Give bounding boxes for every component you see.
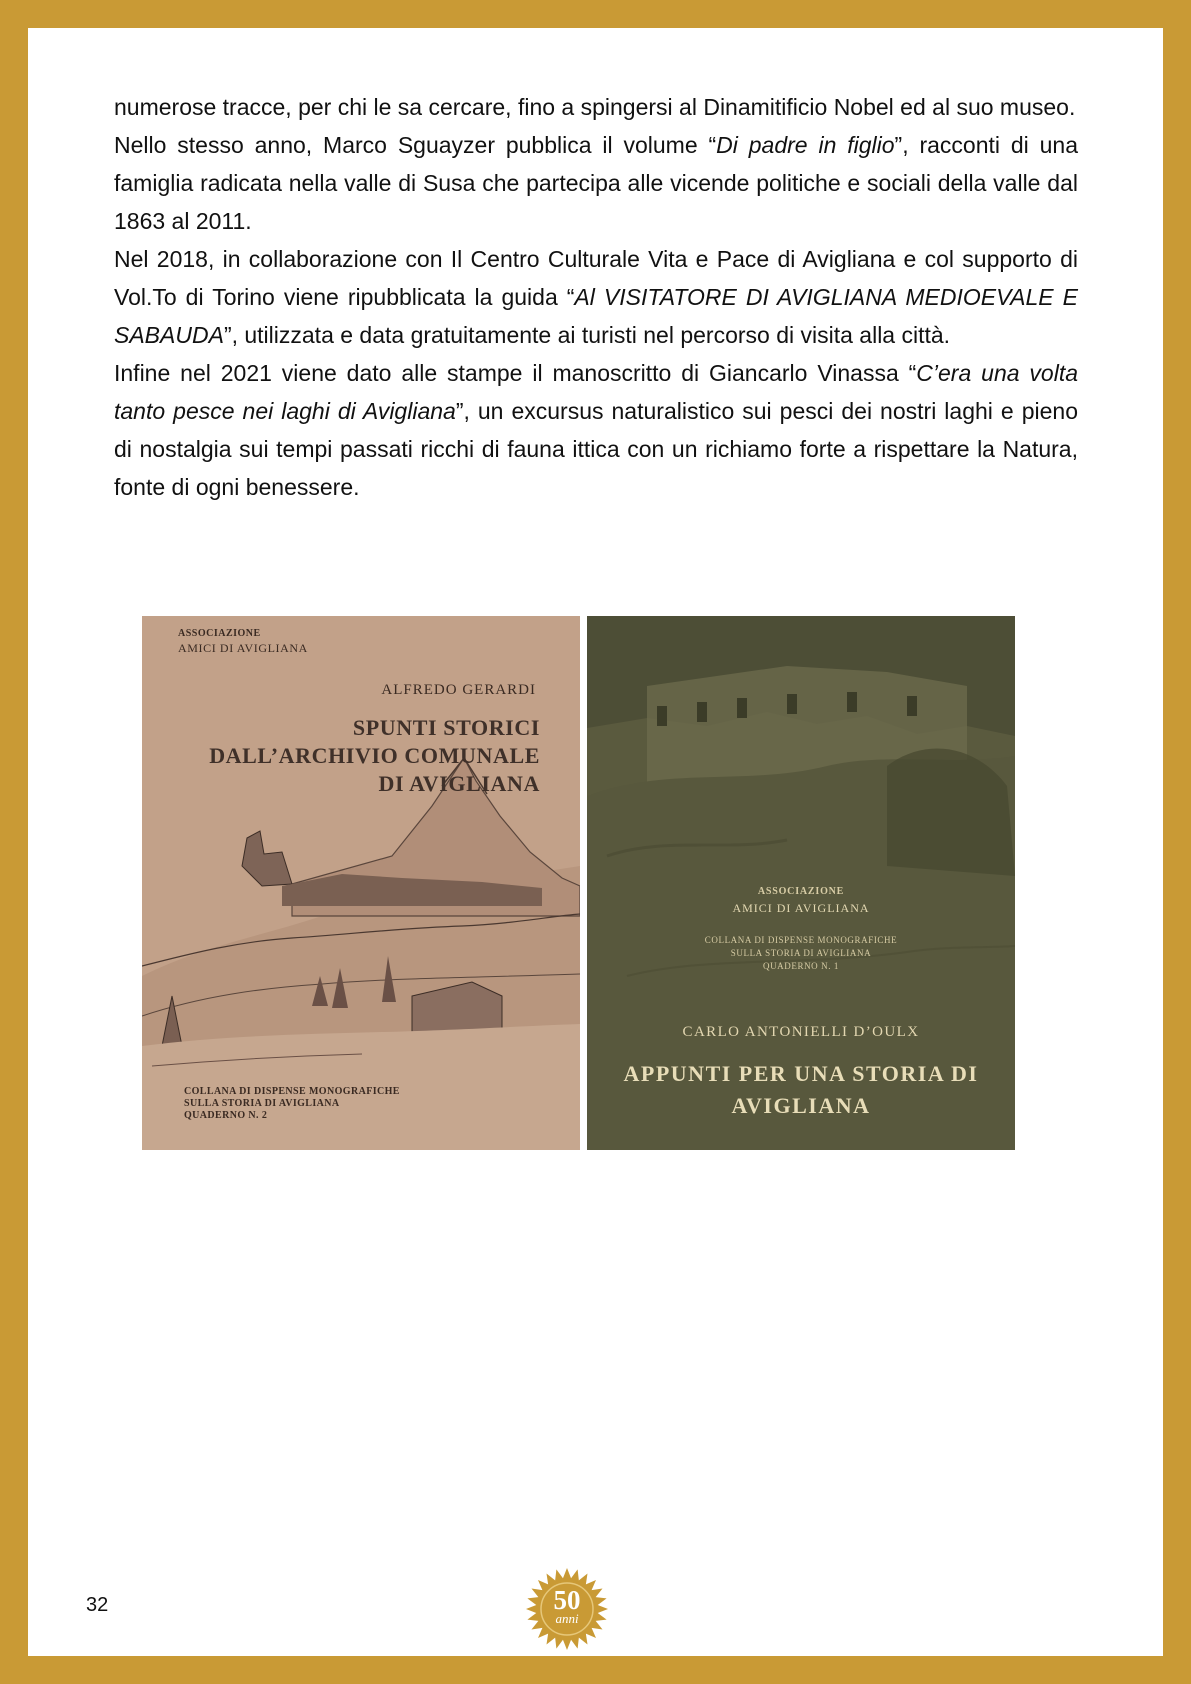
cover-title-line: APPUNTI PER UNA STORIA DI <box>623 1061 979 1086</box>
paragraph <box>114 126 1078 240</box>
cover-title <box>587 1058 1015 1122</box>
cover-title-line: SPUNTI STORICI <box>352 715 540 740</box>
logo-number: 50 <box>553 1585 581 1615</box>
page <box>28 28 1163 1656</box>
paragraph <box>114 88 1078 126</box>
cover-publisher-name: AMICI DI AVIGLIANA <box>178 641 308 655</box>
cover-series <box>587 934 1015 973</box>
cover-series-line: SULLA STORIA DI AVIGLIANA <box>730 948 872 958</box>
cover-title-line: DI AVIGLIANA <box>378 771 540 796</box>
body-text <box>114 88 1078 506</box>
cover-publisher-small: ASSOCIAZIONE <box>757 886 845 897</box>
italic-title-text: C’era una volta tanto pesce nei laghi di Avigliana <box>114 360 1078 424</box>
cover-title <box>150 714 540 798</box>
paragraph <box>114 354 1078 506</box>
cover-series-line: COLLANA DI DISPENSE MONOGRAFICHE <box>704 935 898 945</box>
cover-series <box>184 1086 400 1122</box>
cover-publisher-name: AMICI DI AVIGLIANA <box>732 901 870 915</box>
paragraph-text: Nello stesso anno, Marco Sguayzer pubblica il volume “ <box>114 132 717 158</box>
cover-author: ALFREDO GERARDI <box>381 682 536 698</box>
cover-series-line: COLLANA DI DISPENSE MONOGRAFICHE <box>184 1086 400 1097</box>
paragraph-text: ”, utilizzata e data gratuitamente ai turisti nel percorso di visita alla città. <box>223 322 951 348</box>
cover-series-line: SULLA STORIA DI AVIGLIANA <box>184 1098 340 1109</box>
italic-title-text: Di padre in figlio <box>716 132 895 158</box>
book-cover-appunti-storia <box>587 616 1015 1150</box>
italic-title-text: Al VISITATORE DI AVIGLIANA MEDIOEVALE E SABAUDA <box>114 284 1078 348</box>
book-cover-spunti-storici <box>142 616 580 1150</box>
cover-series-line: QUADERNO N. 2 <box>184 1110 268 1121</box>
anniversary-sunburst-logo <box>525 1567 609 1651</box>
cover-author: CARLO ANTONIELLI D’OULX <box>682 1024 920 1040</box>
paragraph-text: Nel 2018, in collaborazione con Il Centro Culturale Vita e Pace di Avigliana e col supporto di Vol.To di Torino viene ripubblicata la guida “ <box>114 246 1078 310</box>
cover-series-line: QUADERNO N. 1 <box>762 961 840 971</box>
cover-publisher-small: ASSOCIAZIONE <box>178 628 261 639</box>
cover-title-line: DALL’ARCHIVIO COMUNALE <box>209 743 540 768</box>
cover-title-line: AVIGLIANA <box>731 1093 871 1118</box>
logo-word: anni <box>555 1611 579 1626</box>
paragraph-text: numerose tracce, per chi le sa cercare, fino a spingersi al Dinamitificio Nobel ed al suo museo. <box>114 94 1076 120</box>
paragraph-text: ”, un excursus naturalistico sui pesci dei nostri laghi e pieno di nostalgia sui tempi passati ricchi di fauna ittica con un richiamo forte a rispettare la Natura, fonte di ogni benessere. <box>114 398 1078 500</box>
page-number: 32 <box>86 1594 109 1616</box>
paragraph-text: ”, racconti di una famiglia radicata nella valle di Susa che partecipa alle vicende politiche e sociali della valle dal 1863 al 2011. <box>114 132 1078 234</box>
paragraph-text: Infine nel 2021 viene dato alle stampe il manoscritto di Giancarlo Vinassa “ <box>114 360 917 386</box>
paragraph <box>114 240 1078 354</box>
